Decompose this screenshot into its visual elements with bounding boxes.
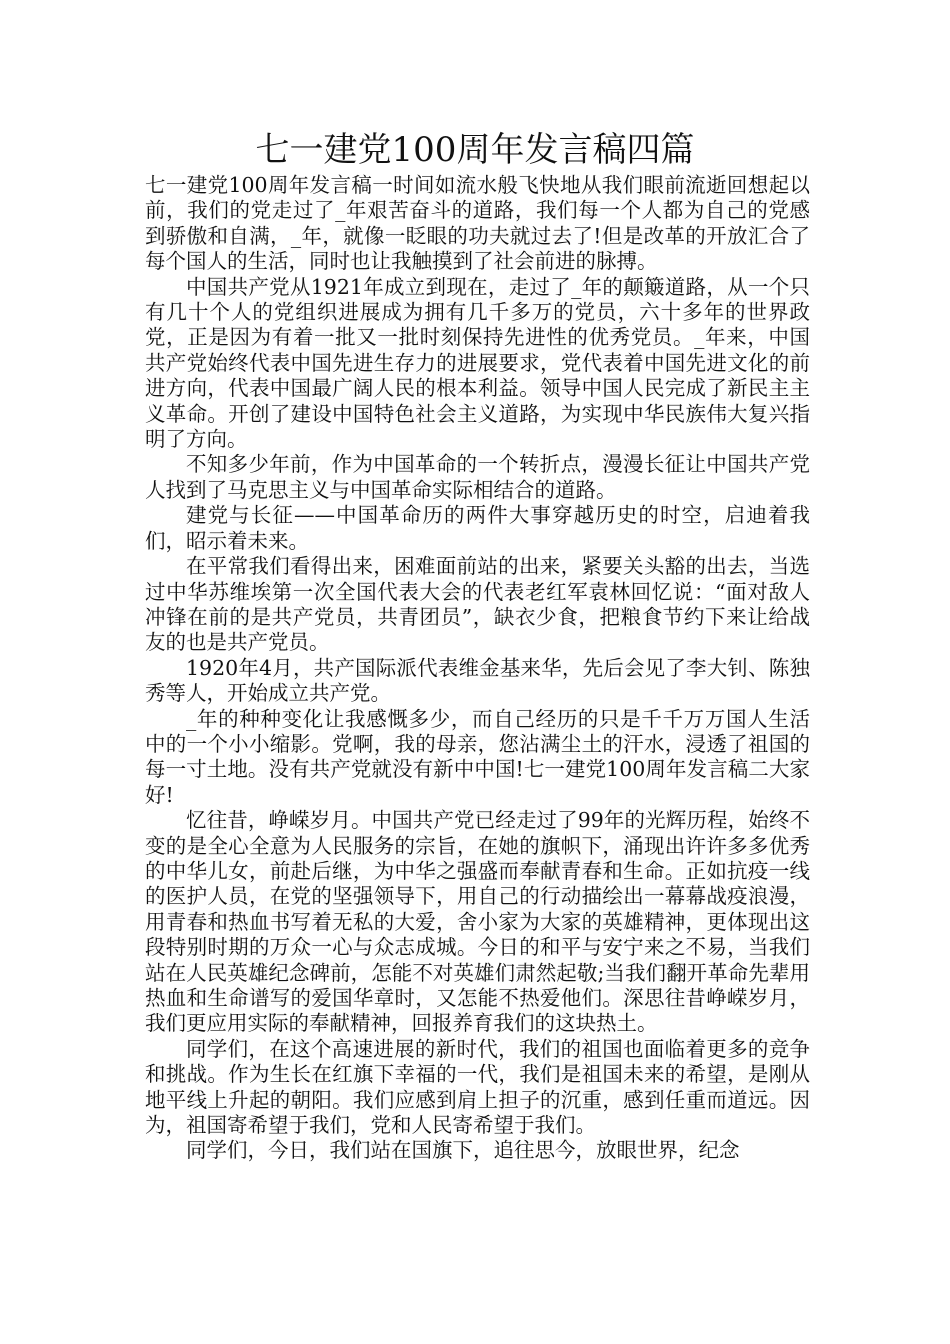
- document-title: 七一建党100周年发言稿四篇: [255, 130, 695, 170]
- paragraph: 1920年4月，共产国际派代表维金基来华，先后会见了李大钊、陈独秀等人，开始成立共产党。: [145, 655, 810, 706]
- paragraph: 在平常我们看得出来，困难面前站的出来，紧要关头豁的出去，当选过中华苏维埃第一次全国代表大会的代表老红军袁林回忆说：“面对敌人冲锋在前的是共产党员，共青团员”，缺衣少食，把粮食节约下来让给战友的也是共产党员。: [145, 554, 810, 655]
- paragraph: 七一建党100周年发言稿一时间如流水般飞快地从我们眼前流逝回想起以前，我们的党走过了_年艰苦奋斗的道路，我们每一个人都为自己的党感到骄傲和自满，_年，就像一眨眼的功夫就过去了!但是改革的开放汇合了每个国人的生活，同时也让我触摸到了社会前进的脉搏。: [145, 173, 810, 274]
- paragraph: 同学们，今日，我们站在国旗下，追往思今，放眼世界，纪念: [186, 1138, 740, 1163]
- paragraph: _年的种种变化让我感慨多少，而自己经历的只是千千万万国人生活中的一个小小缩影。党啊，我的母亲，您沾满尘土的汗水，浸透了祖国的每一寸土地。没有共产党就没有新中中国!七一建党100周年发言稿二大家好!: [145, 706, 810, 807]
- document-body: [145, 173, 810, 1164]
- paragraph: 同学们，在这个高速进展的新时代，我们的祖国也面临着更多的竞争和挑战。作为生长在红旗下幸福的一代，我们是祖国未来的希望，是刚从地平线上升起的朝阳。我们应感到肩上担子的沉重，感到任重而道远。因为，祖国寄希望于我们，党和人民寄希望于我们。: [145, 1036, 810, 1138]
- paragraph: 忆往昔，峥嵘岁月。中国共产党已经走过了99年的光辉历程，始终不变的是全心全意为人民服务的宗旨，在她的旗帜下，涌现出许许多多优秀的中华儿女，前赴后继，为中华之强盛而奉献青春和生命。正如抗疫一线的医护人员，在党的坚强领导下，用自己的行动描绘出一幕幕战疫浪漫，用青春和热血书写着无私的大爱，舍小家为大家的英雄精神，更体现出这段特别时期的万众一心与众志成城。今日的和平与安宁来之不易，当我们站在人民英雄纪念碑前，怎能不对英雄们肃然起敬;当我们翻开革命先辈用热血和生命谱写的爱国华章时，又怎能不热爱他们。深思往昔峥嵘岁月，我们更应用实际的奉献精神，回报养育我们的这块热土。: [145, 808, 810, 1036]
- paragraph: 建党与长征——中国革命历的两件大事穿越历史的时空，启迪着我们，昭示着未来。: [145, 503, 810, 553]
- paragraph: 中国共产党从1921年成立到现在，走过了_年的颠簸道路，从一个只有几十个人的党组织进展成为拥有几千多万的党员，六十多年的世界政党，正是因为有着一批又一批时刻保持先进性的优秀党员。_年来，中国共产党始终代表中国先进生存力的进展要求，党代表着中国先进文化的前进方向，代表中国最广阔人民的根本利益。领导中国人民完成了新民主主义革命。开创了建设中国特色社会主义道路，为实现中华民族伟大复兴指明了方向。: [145, 274, 810, 452]
- paragraph: 不知多少年前，作为中国革命的一个转折点，漫漫长征让中国共产党人找到了马克思主义与中国革命实际相结合的道路。: [145, 452, 810, 502]
